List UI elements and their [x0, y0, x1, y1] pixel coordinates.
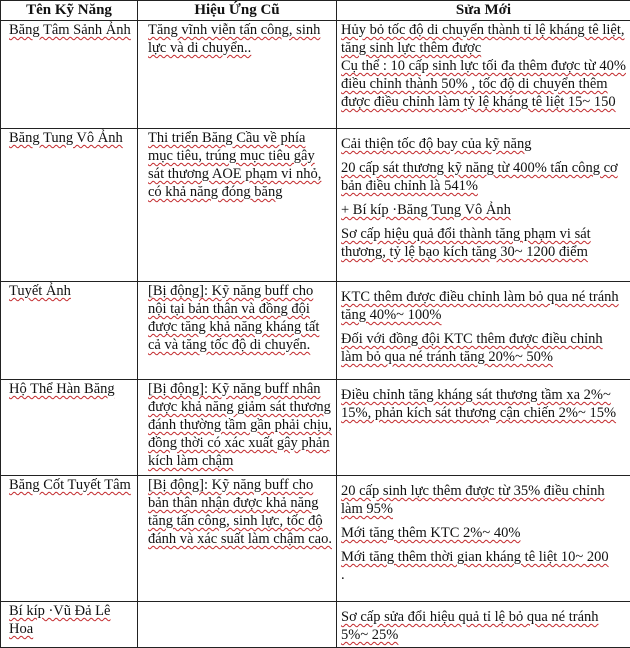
header-new-change: Sửa Mới	[337, 1, 630, 21]
skill-name-cell: Băng Tung Vô Ảnh	[1, 129, 138, 282]
table-row	[1, 129, 630, 282]
old-effect-cell: Thi triển Băng Cầu về phía mục tiêu, trúng mục tiêu gây sát thương AOE phạm vi nhỏ, có khả năng đóng băng	[138, 129, 337, 282]
table-row	[1, 21, 630, 129]
old-effect-cell	[138, 602, 337, 648]
old-effect-cell: [Bị động]: Kỹ năng buff cho bản thân nhận được khả năng tăng tấn công, sinh lực, tốc độ đánh và xác suất làm chậm cao.	[138, 476, 337, 602]
table-row	[1, 380, 630, 476]
skill-name-cell: Tuyết Ảnh	[1, 282, 138, 380]
header-skill-name: Tên Kỹ Năng	[1, 1, 138, 21]
table-header-row	[1, 1, 630, 21]
new-change-cell: 20 cấp sinh lực thêm được từ 35% điều chỉnh làm 95% Mới tăng thêm KTC 2%~ 40% Mới tăng thêm thời gian kháng tê liệt 10~ 200 .	[337, 476, 630, 602]
new-change-cell: Sơ cấp sửa đổi hiệu quả tỉ lệ bỏ qua né tránh 5%~ 25%	[337, 602, 630, 648]
new-change-cell: Hủy bỏ tốc độ di chuyển thành tỉ lệ kháng tê liệt, tăng sinh lực thêm được Cụ thể : 10 cấp sinh lực tối đa thêm được từ 40% điều chỉnh thành 50% , tốc độ di chuyển thêm được điều chỉnh làm tỷ lệ kháng tê liệt 15~ 150	[337, 21, 630, 129]
new-change-cell: KTC thêm được điều chỉnh làm bỏ qua né tránh tăng 40%~ 100% Đối với đồng đội KTC thêm được điều chỉnh làm bỏ qua né tránh tăng 20%~ 50%	[337, 282, 630, 380]
table-row	[1, 282, 630, 380]
old-effect-cell: Tăng vĩnh viễn tấn công, sinh lực và di chuyển..	[138, 21, 337, 129]
table-row	[1, 602, 630, 648]
skill-name-cell: Băng Tâm Sảnh Ảnh	[1, 21, 138, 129]
skill-name-cell: Hộ Thể Hàn Băng	[1, 380, 138, 476]
old-effect-cell: [Bị động]: Kỹ năng buff nhân được khả năng giảm sát thương đánh thường tầm gần phải chịu, đồng thời có xác xuất gây phản kích làm chậm	[138, 380, 337, 476]
new-change-cell: Cải thiện tốc độ bay của kỹ năng 20 cấp sát thương kỹ năng từ 400% tấn công cơ bản điều chỉnh là 541% + Bí kíp ·Băng Tung Vô Ảnh Sơ cấp hiệu quả đổi thành tăng phạm vi sát thương, tỷ lệ bạo kích tăng 30~ 1200 điểm	[337, 129, 630, 282]
table-row	[1, 476, 630, 602]
skill-name-cell: Bí kíp ·Vũ Đả Lê Hoa	[1, 602, 138, 648]
old-effect-cell: [Bị động]: Kỹ năng buff cho nội tại bản thân và đồng đội được tăng khả năng kháng tất cả và tăng tốc độ di chuyển.	[138, 282, 337, 380]
header-old-effect: Hiệu Ứng Cũ	[138, 1, 337, 21]
new-change-cell: Điều chỉnh tăng kháng sát thương tầm xa 2%~ 15%, phản kích sát thương cận chiến 2%~ 15%	[337, 380, 630, 476]
skill-name-cell: Băng Cốt Tuyết Tâm	[1, 476, 138, 602]
